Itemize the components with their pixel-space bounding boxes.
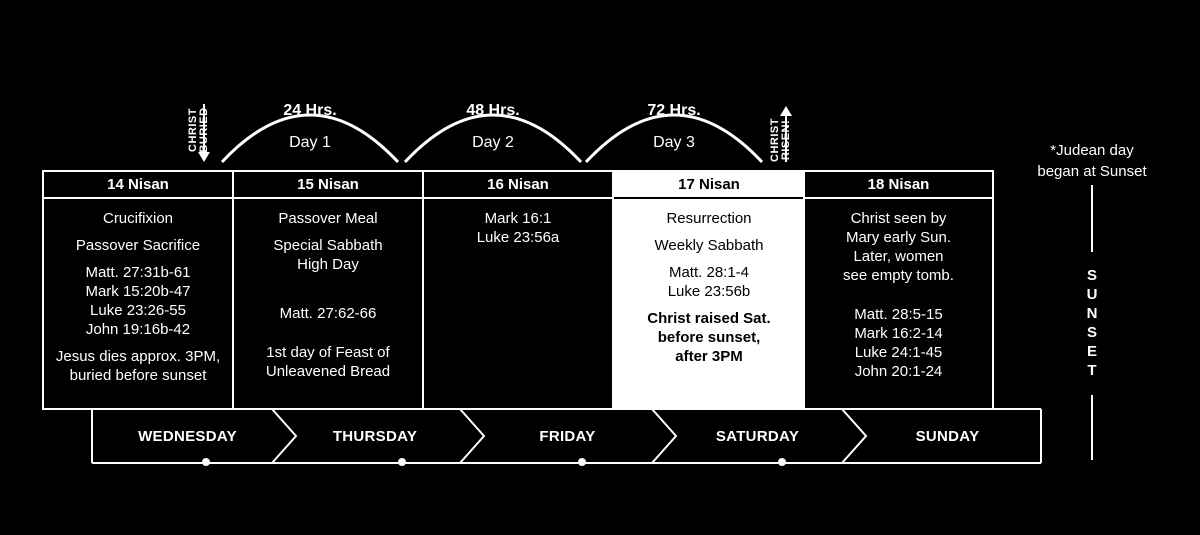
column-14-nisan [44,199,232,419]
col1-line: Passover Sacrifice [75,237,201,254]
header-14-nisan: 14 Nisan [107,176,169,193]
buried-line-1: CHRIST [187,108,199,152]
col4-line: Christ raised Sat. [647,310,771,327]
arc-day-label: Day 1 [289,134,331,151]
weekday-wednesday: WEDNESDAY [138,428,237,445]
col2-line: Matt. 27:62-66 [279,305,377,322]
weekday-friday: FRIDAY [539,428,596,445]
sunset-letter: T [1087,362,1097,379]
col2-line: High Day [297,256,359,273]
col5-line: Matt. 28:5-15 [854,306,943,323]
col5-line: see empty tomb. [843,267,954,284]
col2-line: Unleavened Bread [265,363,391,380]
col2-line: Passover Meal [278,210,378,227]
col1-line: Luke 23:26-55 [90,302,186,319]
col4-line: Resurrection [666,210,752,227]
sunset-letter: S [1086,267,1097,284]
note-line-2: began at Sunset [1037,163,1147,180]
header-18-nisan: 18 Nisan [867,176,930,193]
judean-day-note [1020,140,1164,182]
christ-risen-label [770,105,794,175]
col1-line: John 19:16b-42 [85,321,191,338]
col2-line: 1st day of Feast of [266,344,390,361]
col3-line: Luke 23:56a [476,229,560,246]
arc-hours-label: 48 Hrs. [466,102,520,119]
col4-line: Luke 23:56b [667,283,751,300]
col5-line: Christ seen by [850,210,947,227]
weekday-saturday: SATURDAY [715,428,800,445]
timeline-dot [202,458,210,466]
col4-line: Matt. 28:1-4 [668,264,750,281]
col3-line: Mark 16:1 [484,210,552,227]
timeline-dot [578,458,586,466]
column-15-nisan [234,199,422,419]
col1-line: Matt. 27:31b-61 [85,264,191,281]
weekday-sunday: SUNDAY [915,428,980,445]
col2-line: Special Sabbath [273,237,383,254]
timeline-dot [398,458,406,466]
sunset-letter: N [1086,305,1098,322]
note-line-1: *Judean day [1050,142,1134,159]
sunset-letter: U [1086,286,1098,303]
header-15-nisan: 15 Nisan [297,176,359,193]
col1-line: buried before sunset [69,367,207,384]
column-16-nisan [424,199,612,419]
christ-buried-label [188,95,212,165]
sunset-letter: E [1086,343,1097,360]
arc-hours-label: 72 Hrs. [647,102,701,119]
arc-day-label: Day 2 [472,134,514,151]
arc-day-label: Day 3 [653,134,695,151]
column-17-nisan [614,199,804,419]
arc-hours-label: 24 Hrs. [283,102,337,119]
col5-line: Mary early Sun. [845,229,952,246]
header-17-nisan: 17 Nisan [678,176,740,193]
header-16-nisan: 16 Nisan [487,176,549,193]
col5-line: Luke 24:1-45 [854,344,943,361]
col4-line: after 3PM [675,348,743,365]
risen-line-2: RISEN! [780,119,792,161]
col4-line: Weekly Sabbath [654,237,764,254]
sunset-letter: S [1086,324,1097,341]
risen-line-1: CHRIST [769,118,781,162]
col5-line: Later, women [853,248,944,265]
timeline-dot [778,458,786,466]
buried-line-2: BURIED [198,107,210,153]
col1-line: Mark 15:20b-47 [85,283,191,300]
weekday-thursday: THURSDAY [332,428,418,445]
col1-line: Jesus dies approx. 3PM, [55,348,221,365]
column-18-nisan [805,199,992,419]
col5-line: Mark 16:2-14 [854,325,943,342]
col1-line: Crucifixion [102,210,174,227]
col4-line: before sunset, [657,329,761,346]
col5-line: John 20:1-24 [854,363,943,380]
